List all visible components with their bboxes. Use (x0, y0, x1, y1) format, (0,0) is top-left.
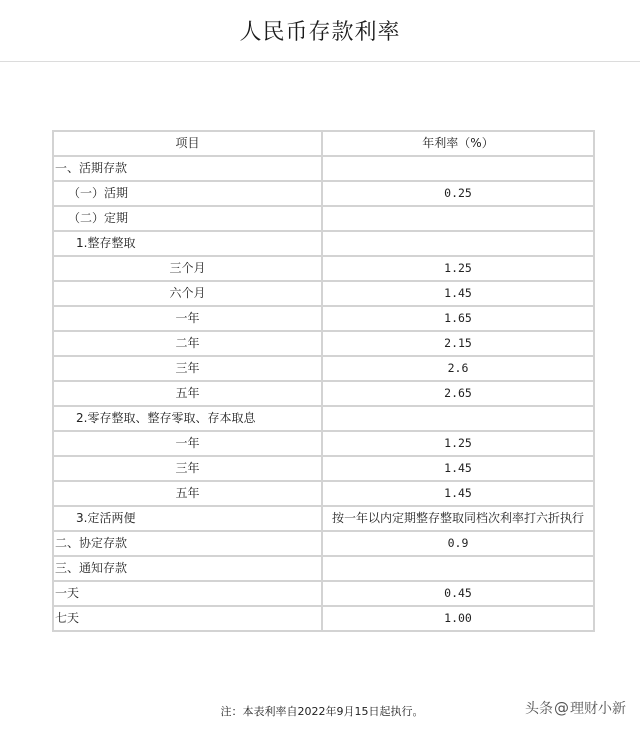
table-row (53, 381, 594, 406)
row-label: 二、协定存款 (53, 531, 322, 556)
table-row (53, 306, 594, 331)
row-label: 七天 (53, 606, 322, 631)
row-rate: 1.45 (322, 456, 594, 481)
table-row (53, 556, 594, 581)
row-label: （二）定期 (53, 206, 322, 231)
table-header-row (53, 131, 594, 156)
footnote: 注：本表利率自2022年9月15日起执行。 (220, 705, 424, 718)
row-rate: 0.25 (322, 181, 594, 206)
table-row (53, 431, 594, 456)
row-rate: 按一年以内定期整存整取同档次利率打六折执行 (322, 506, 594, 531)
table-row (53, 231, 594, 256)
row-label: 一年 (53, 431, 322, 456)
row-label: 2.零存整取、整存零取、存本取息 (53, 406, 322, 431)
table-row (53, 506, 594, 531)
row-rate: 0.45 (322, 581, 594, 606)
watermark-author: 理财小新 (570, 701, 626, 717)
row-rate (322, 206, 594, 231)
row-rate: 1.45 (322, 481, 594, 506)
table-row (53, 256, 594, 281)
table-row (53, 356, 594, 381)
table-row (53, 581, 594, 606)
row-label: 二年 (53, 331, 322, 356)
row-label: 三个月 (53, 256, 322, 281)
table-row (53, 606, 594, 631)
row-rate (322, 156, 594, 181)
row-label: 1.整存整取 (53, 231, 322, 256)
row-rate (322, 231, 594, 256)
row-rate: 0.9 (322, 531, 594, 556)
table-row (53, 206, 594, 231)
table-row (53, 156, 594, 181)
page-header (0, 0, 640, 62)
table-row (53, 481, 594, 506)
column-header-rate: 年利率（%） (322, 131, 594, 156)
watermark-at-sign: @ (554, 699, 569, 717)
row-label: 一年 (53, 306, 322, 331)
table-row (53, 406, 594, 431)
column-header-item: 项目 (53, 131, 322, 156)
deposit-rate-table (52, 130, 595, 632)
watermark-platform: 头条 (525, 701, 553, 717)
row-label: 五年 (53, 481, 322, 506)
table-row (53, 181, 594, 206)
row-rate: 1.00 (322, 606, 594, 631)
row-rate: 1.65 (322, 306, 594, 331)
row-label: 一、活期存款 (53, 156, 322, 181)
row-label: 三、通知存款 (53, 556, 322, 581)
row-label: 一天 (53, 581, 322, 606)
row-label: （一）活期 (53, 181, 322, 206)
row-label: 三年 (53, 356, 322, 381)
row-label: 五年 (53, 381, 322, 406)
table-row (53, 331, 594, 356)
row-rate (322, 556, 594, 581)
table-row (53, 281, 594, 306)
author-watermark (525, 698, 626, 718)
table-row (53, 531, 594, 556)
page-title: 人民币存款利率 (239, 19, 401, 45)
row-rate: 1.25 (322, 256, 594, 281)
table-row (53, 456, 594, 481)
row-rate: 2.65 (322, 381, 594, 406)
row-label: 3.定活两便 (53, 506, 322, 531)
row-rate: 2.15 (322, 331, 594, 356)
row-rate: 2.6 (322, 356, 594, 381)
row-label: 六个月 (53, 281, 322, 306)
row-rate: 1.25 (322, 431, 594, 456)
row-label: 三年 (53, 456, 322, 481)
row-rate: 1.45 (322, 281, 594, 306)
row-rate (322, 406, 594, 431)
